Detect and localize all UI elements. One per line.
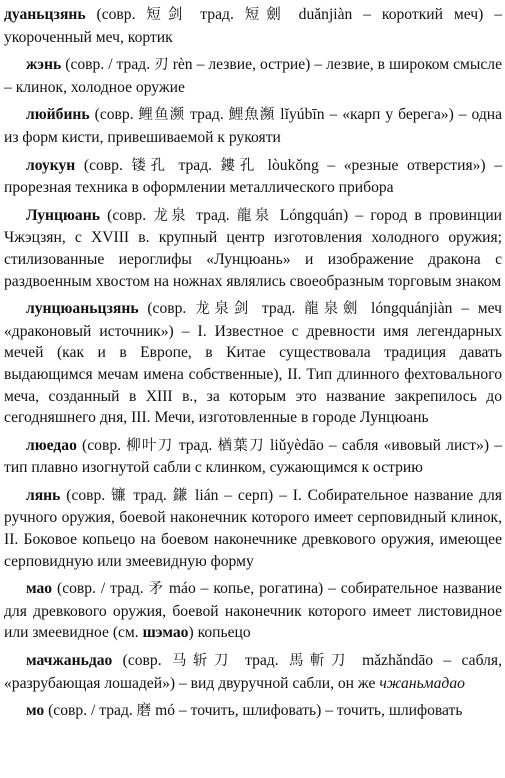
hanzi-modern: 镂孔	[131, 157, 170, 174]
entry-term: люедао	[26, 436, 77, 454]
hanzi-traditional: 短劍	[244, 7, 288, 23]
entry-liyubin	[4, 104, 502, 148]
entry-text: трад.	[234, 652, 289, 670]
entry-longquan	[4, 205, 502, 292]
entry-text: ) копьецо	[188, 624, 251, 642]
entry-term: мачжаньдао	[26, 652, 113, 670]
hanzi-modern: 鲤鱼濒	[138, 107, 186, 124]
hanzi-traditional: 鎌	[172, 487, 190, 504]
cross-reference: шэмао	[142, 624, 189, 642]
entry-text: (совр.	[76, 436, 127, 454]
entry-term: жэнь	[26, 56, 62, 74]
entry-mazhandao	[4, 650, 502, 694]
entry-text: трад.	[127, 486, 173, 504]
entry-loukong	[4, 155, 502, 199]
hanzi: 磨	[136, 703, 152, 720]
entry-liuyedao	[4, 435, 502, 479]
entry-duanjian	[4, 4, 502, 48]
entry-mo	[4, 700, 502, 723]
hanzi-traditional: 馬斬刀	[288, 653, 352, 670]
entry-text: трад.	[173, 436, 218, 454]
entry-text: rèn – лезвие, острие) – лезвие, в широком смысле – клинок, холодное оружие	[4, 56, 502, 96]
entry-text: lòukǒng – «резные отверстия») – прорезная техника в оформлении металлического прибора	[4, 156, 502, 197]
entry-text: (совр.	[99, 206, 154, 224]
entry-text: lóngquánjiàn – меч «драконовый источник») – I. Известное с древности имя легендарных мечей (как и в Европе, в Китае существовала традиция давать выдающимся мечам имена собственные), II. Тип длинного фехтовального меча, созданный в XIII в., за которым это название закрепилось до сегодняшнего дня, III. Мечи, изготовленные в городе Лунцюань	[4, 300, 503, 427]
entry-text: (совр.	[138, 300, 196, 318]
entry-lian	[4, 485, 502, 572]
hanzi-modern: 龙泉	[153, 207, 189, 224]
hanzi-modern: 短剑	[146, 7, 190, 23]
entry-term: лянь	[26, 486, 61, 504]
entry-text: (совр. / трад.	[52, 580, 149, 598]
entry-text: (совр.	[60, 486, 112, 504]
entry-text: liǔyèdāo – сабля «ивовый лист») – тип плавно изогнутой сабли с клинком, сужающимся к острию	[4, 436, 503, 477]
entry-text: duǎnjiàn – короткий меч) – укороченный меч, кортик	[4, 6, 502, 46]
entry-text: (совр.	[75, 156, 132, 174]
entry-text: трад.	[169, 156, 221, 174]
hanzi-traditional: 鏤孔	[220, 157, 260, 174]
hanzi: 刃	[154, 57, 169, 74]
entry-text: mǎzhǎndāo – сабля, «разрубающая лошадей») – вид двуручной сабли, он же	[4, 652, 502, 692]
hanzi-modern: 柳叶刀	[126, 437, 174, 454]
entry-term: лоукун	[26, 156, 76, 174]
entry-term: люйбинь	[26, 106, 90, 124]
entry-term: мо	[26, 702, 45, 720]
entry-text: máo – копье, рогатина) – собирательное название для древкового оружия, боевой наконечник которого имеет листовидное или змеевидное (см.	[4, 580, 503, 642]
entry-text: трад.	[185, 106, 229, 124]
hanzi-modern: 龙泉剑	[195, 301, 254, 318]
hanzi-traditional: 鯉魚瀕	[228, 107, 276, 124]
entry-text: (совр.	[112, 652, 172, 670]
hanzi-traditional: 龍泉	[236, 207, 273, 224]
entry-term: Лунцюань	[26, 206, 100, 224]
entry-longquanjian	[4, 298, 502, 429]
entry-term: лунцюаньцзянь	[26, 300, 139, 318]
entry-mao	[4, 578, 502, 644]
entry-text: (совр.	[85, 6, 147, 23]
entry-text: (совр. / трад.	[61, 56, 155, 74]
hanzi-modern: 镰	[111, 487, 128, 504]
entry-text: lǐyúbīn – «карп у берега») – одна из форм кисти, привешиваемой к рукояти	[4, 106, 503, 146]
entry-text: трад.	[188, 206, 237, 224]
hanzi: 矛	[148, 581, 165, 598]
entry-text: lián – серп) – I. Собирательное название для ручного оружия, боевой наконечник которого имеет серповидный клинок, II. Боковое копьецо на боевом наконечнике древкового оружия, имеющее серповидную или змеевидную форму	[4, 486, 502, 570]
italic-reference: чжаньмадао	[379, 674, 465, 692]
entry-term: мао	[26, 580, 53, 598]
entry-text: трад.	[189, 6, 245, 23]
entry-text: трад.	[253, 300, 305, 318]
entry-text: (совр. / трад.	[44, 702, 137, 720]
hanzi-modern: 马斩刀	[171, 653, 235, 670]
hanzi-traditional: 楢葉刀	[217, 437, 265, 454]
entry-ren	[4, 54, 502, 98]
hanzi-traditional: 龍泉劍	[304, 301, 363, 318]
entry-text: Lóngquán) – город в провинции Чжэцзян, с XVIII в. крупный центр изготовления холодного оружия; стилизованные иероглифы «Лунцюань» и изображение дракона с раздвоенным хвостом на ножнах являлись своеобразным торговым знаком	[4, 206, 503, 290]
entry-text: (совр.	[89, 106, 139, 124]
entry-term: дуаньцзянь	[4, 6, 86, 23]
entry-text: mó – точить, шлифовать) – точить, шлифовать	[151, 702, 463, 720]
